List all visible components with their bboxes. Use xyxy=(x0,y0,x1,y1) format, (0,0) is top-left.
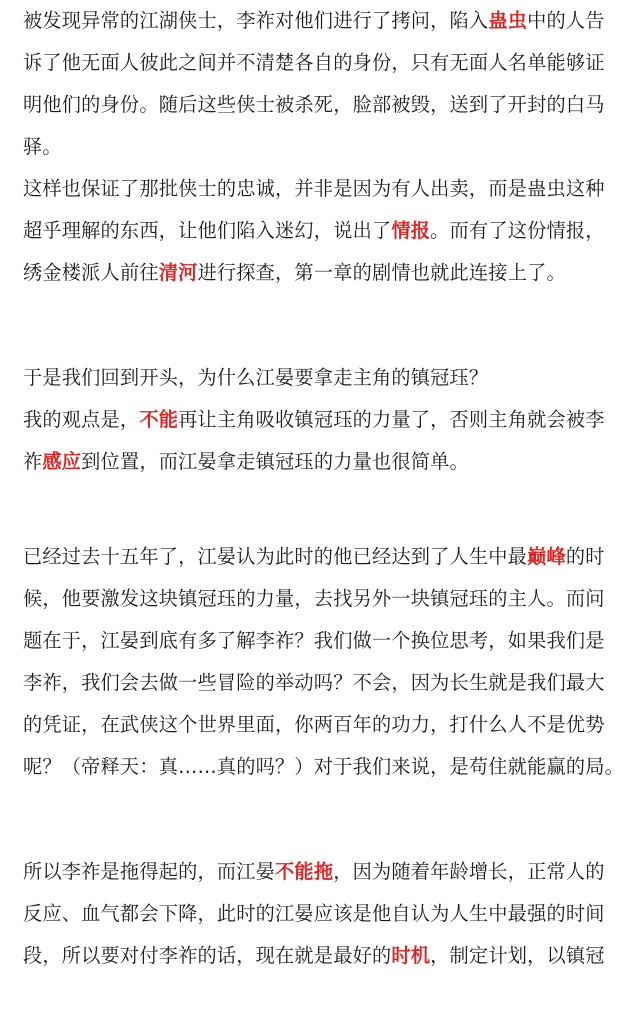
paragraph-5 xyxy=(23,851,605,977)
text-run: 我的观点是， xyxy=(23,408,140,431)
text-run: 明他们的身份。随后这些侠士被杀死，脸部被毁，送到了开封的白马 xyxy=(23,93,605,116)
text-line xyxy=(23,126,605,168)
text-line xyxy=(23,578,624,620)
text-run: 已经过去十五年了，江晏认为此时的他已经达到了人生中最 xyxy=(23,545,528,568)
text-run: ，因为随着年龄增长，正常人的 xyxy=(333,860,605,883)
text-run: 所以李祚是拖得起的，而江晏 xyxy=(23,860,276,883)
text-line xyxy=(23,441,605,483)
highlight-term: 清河 xyxy=(158,261,198,284)
paragraph-1 xyxy=(23,0,605,168)
text-run: 超乎理解的东西，让他们陷入迷幻，说出了 xyxy=(23,219,392,242)
text-line xyxy=(23,704,624,746)
text-line xyxy=(23,357,605,399)
text-run: ，制定计划，以镇冠 xyxy=(430,944,605,967)
text-run: 于是我们回到开头，为什么江晏要拿走主角的镇冠珏？ xyxy=(23,366,489,389)
text-run: 中的人告 xyxy=(527,9,605,32)
text-line xyxy=(23,536,624,578)
text-run: 的时 xyxy=(565,545,605,568)
text-line xyxy=(23,42,605,84)
text-line xyxy=(23,252,605,294)
text-line xyxy=(23,893,605,935)
text-run: 祚 xyxy=(23,450,43,473)
highlight-term: 巅峰 xyxy=(527,545,566,568)
text-run: 这样也保证了那批侠士的忠诚，并非是因为有人出卖，而是蛊虫这种 xyxy=(23,177,605,200)
text-run: 李祚，我们会去做一些冒险的举动吗？不会，因为长生就是我们最大 xyxy=(23,671,605,694)
paragraph-2 xyxy=(23,168,605,294)
text-line xyxy=(23,399,605,441)
text-run: 再让主角吸收镇冠珏的力量了，否则主角就会被李 xyxy=(178,408,605,431)
text-run: 的凭证，在武侠这个世界里面，你两百年的功力，打什么人不是优势 xyxy=(23,713,605,736)
text-run: 进行探查，第一章的剧情也就此连接上了。 xyxy=(197,261,566,284)
text-run: 反应、血气都会下降，此时的江晏应该是他自认为人生中最强的时间 xyxy=(23,902,605,925)
text-run: 。而有了这份情报， xyxy=(430,219,605,242)
paragraph-4 xyxy=(23,536,624,788)
text-line xyxy=(23,168,605,210)
text-run: 段，所以要对付李祚的话，现在就是最好的 xyxy=(23,944,392,967)
text-line xyxy=(23,0,605,42)
highlight-term: 感应 xyxy=(42,450,82,473)
text-run: 驿。 xyxy=(23,135,62,158)
text-line xyxy=(23,746,624,788)
highlight-term: 情报 xyxy=(391,219,431,242)
text-run: 候，他要激发这块镇冠珏的力量，去找另外一块镇冠珏的主人。而问 xyxy=(23,587,605,610)
paragraph-3 xyxy=(23,357,605,483)
highlight-term: 蛊虫 xyxy=(488,9,528,32)
highlight-term: 不能 xyxy=(139,408,179,431)
text-line xyxy=(23,851,605,893)
text-run: 到位置，而江晏拿走镇冠珏的力量也很简单。 xyxy=(81,450,469,473)
text-run: 题在于，江晏到底有多了解李祚？我们做一个换位思考，如果我们是 xyxy=(23,629,605,652)
text-run: 绣金楼派人前往 xyxy=(23,261,159,284)
text-run: 呢？（帝释天：真……真的吗？）对于我们来说，是苟住就能赢的局。 xyxy=(23,755,625,778)
text-line xyxy=(23,620,624,662)
text-run: 诉了他无面人彼此之间并不清楚各自的身份，只有无面人名单能够证 xyxy=(23,51,605,74)
text-run: 被发现异常的江湖侠士，李祚对他们进行了拷问，陷入 xyxy=(23,9,489,32)
highlight-term: 不能拖 xyxy=(275,860,334,883)
text-line xyxy=(23,210,605,252)
text-line xyxy=(23,84,605,126)
text-line xyxy=(23,935,605,977)
text-line xyxy=(23,662,624,704)
highlight-term: 时机 xyxy=(391,944,431,967)
